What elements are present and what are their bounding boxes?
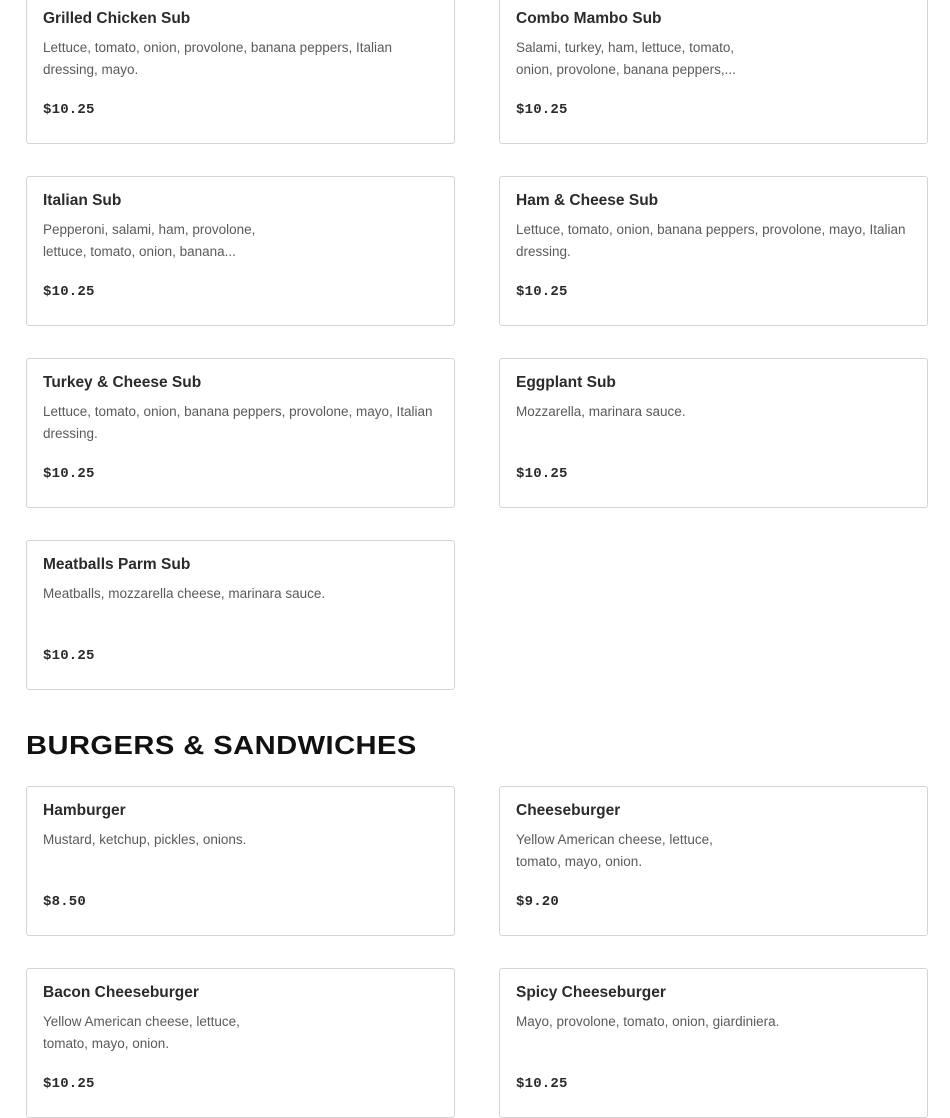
menu-item-name: Hamburger [43, 802, 126, 819]
menu-item-price: $10.25 [43, 1076, 95, 1092]
menu-item-card[interactable] [26, 540, 455, 690]
menu-item-price: $10.25 [43, 102, 95, 118]
menu-item-description: Pepperoni, salami, ham, provolone, lettuce, tomato, onion, banana... [43, 222, 256, 259]
menu-item-description: Lettuce, tomato, onion, banana peppers, provolone, mayo, Italian dressing. [43, 404, 433, 441]
menu-item-description: Lettuce, tomato, onion, provolone, banana peppers, Italian dressing, mayo. [43, 40, 392, 77]
menu-item-name: Spicy Cheeseburger [516, 984, 666, 1001]
menu-item-price: $9.20 [516, 894, 560, 910]
menu-item-description: Mozzarella, marinara sauce. [516, 404, 686, 419]
menu-item-price: $10.25 [516, 284, 568, 300]
menu-item-description: Lettuce, tomato, onion, banana peppers, provolone, mayo, Italian dressing. [516, 222, 906, 259]
menu-item-price: $10.25 [43, 284, 95, 300]
menu-item-price: $10.25 [516, 466, 568, 482]
menu-item-name: Combo Mambo Sub [516, 10, 662, 27]
menu-item-card[interactable] [26, 0, 455, 144]
menu-item-description: Meatballs, mozzarella cheese, marinara sauce. [43, 586, 326, 601]
menu-item-card[interactable] [26, 176, 455, 326]
menu-item-card[interactable] [499, 358, 928, 508]
menu-item-name: Ham & Cheese Sub [516, 192, 659, 209]
section-heading: BURGERS & SANDWICHES [26, 730, 417, 760]
menu-item-description: Yellow American cheese, lettuce, tomato, mayo, onion. [43, 1014, 240, 1051]
menu-item-card[interactable] [26, 968, 455, 1118]
menu-item-card[interactable] [26, 358, 455, 508]
menu-item-price: $10.25 [516, 1076, 568, 1092]
menu-item-name: Italian Sub [43, 192, 122, 209]
menu-item-card[interactable] [499, 0, 928, 144]
menu-item-description: Yellow American cheese, lettuce, tomato, mayo, onion. [516, 832, 713, 869]
menu-item-card[interactable] [499, 176, 928, 326]
menu-item-description: Mayo, provolone, tomato, onion, giardiniera. [516, 1014, 780, 1029]
menu-item-name: Bacon Cheeseburger [43, 984, 199, 1001]
menu-item-name: Grilled Chicken Sub [43, 10, 191, 27]
menu-item-description: Mustard, ketchup, pickles, onions. [43, 832, 247, 847]
menu-item-card[interactable] [499, 786, 928, 936]
menu-item-price: $10.25 [43, 648, 95, 664]
menu-item-name: Turkey & Cheese Sub [43, 374, 202, 391]
menu-item-price: $8.50 [43, 894, 87, 910]
menu-item-name: Meatballs Parm Sub [43, 556, 191, 573]
menu-item-name: Eggplant Sub [516, 374, 616, 391]
menu-item-price: $10.25 [43, 466, 95, 482]
menu-item-description: Salami, turkey, ham, lettuce, tomato, onion, provolone, banana peppers,... [516, 40, 736, 77]
menu-item-card[interactable] [26, 786, 455, 936]
menu-item-card[interactable] [499, 968, 928, 1118]
menu-item-price: $10.25 [516, 102, 568, 118]
menu-item-name: Cheeseburger [516, 802, 621, 819]
